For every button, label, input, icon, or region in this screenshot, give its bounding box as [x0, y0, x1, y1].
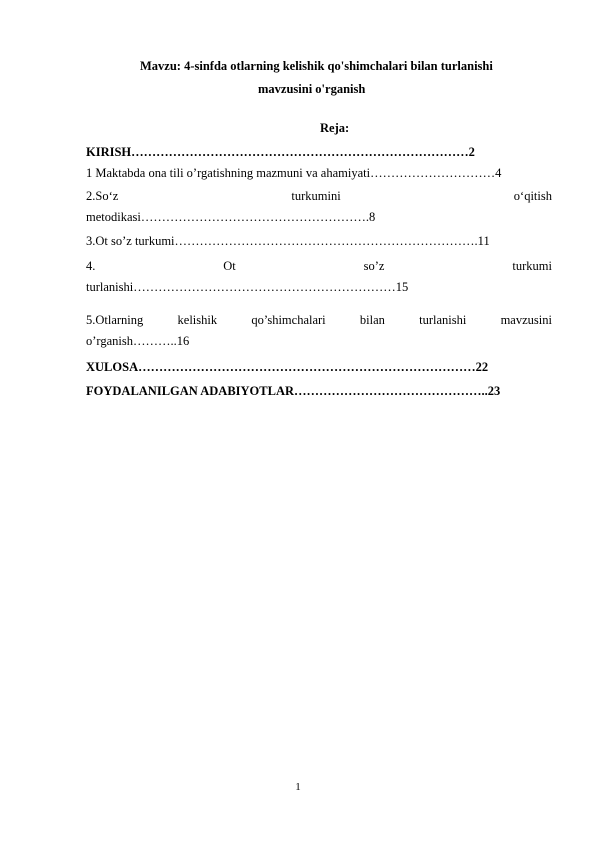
toc-entry-references: FOYDALANILGAN ADABIYOTLAR………………………………………..23: [86, 384, 501, 398]
toc-entry-4-word: turkumi: [512, 259, 552, 273]
toc-entry-4: [86, 256, 552, 298]
toc-entry-kirish: KIRISH………………………………………………………………………2: [86, 145, 475, 159]
toc-entry-5-word: mavzusini: [500, 313, 552, 327]
toc-entry-4-word: so’z: [363, 259, 385, 273]
toc-entry-4-line-2: turlanishi………………………………………………………15: [86, 280, 409, 294]
document-title-line-1: Mavzu: 4-sinfda otlarning kelishik qo'shimchalari bilan turlanishi: [140, 59, 493, 73]
toc-entry-4-word: 4.: [86, 259, 96, 273]
toc-entry-5-word: kelishik: [177, 313, 218, 327]
toc-entry-2-word: turkumini: [291, 189, 341, 203]
toc-entry-2-line-2: metodikasi……………………………………………….8: [86, 210, 376, 224]
plan-heading: Reja:: [320, 121, 350, 135]
toc-entry-xulosa: XULOSA………………………………………………………………………22: [86, 360, 489, 374]
toc-entry-2-word: 2.So‘z: [86, 189, 119, 203]
toc-entry-4-word: Ot: [223, 259, 236, 273]
toc-entry-3: 3.Ot so’z turkumi……………………………………………………………….11: [86, 234, 490, 248]
toc-entry-5: [86, 310, 552, 352]
toc-entry-5-word: qo’shimchalari: [251, 313, 326, 327]
document-title-line-2: mavzusini o'rganish: [258, 82, 366, 96]
toc-entry-5-line-1: [86, 310, 552, 331]
toc-entry-4-line-1: [86, 256, 552, 277]
toc-entry-2-line-1: [86, 186, 552, 207]
toc-entry-2-word: o‘qitish: [513, 189, 552, 203]
toc-entry-5-word: bilan: [359, 313, 385, 327]
toc-entry-5-word: 5.Otlarning: [86, 313, 144, 327]
page-number: 1: [295, 781, 301, 793]
toc-entry-2: [86, 186, 552, 228]
toc-entry-5-line-2: o’rganish………..16: [86, 334, 190, 348]
toc-entry-1: 1 Maktabda ona tili o’rgatishning mazmuni va ahamiyati…………………………4: [86, 166, 502, 180]
toc-entry-5-word: turlanishi: [419, 313, 467, 327]
